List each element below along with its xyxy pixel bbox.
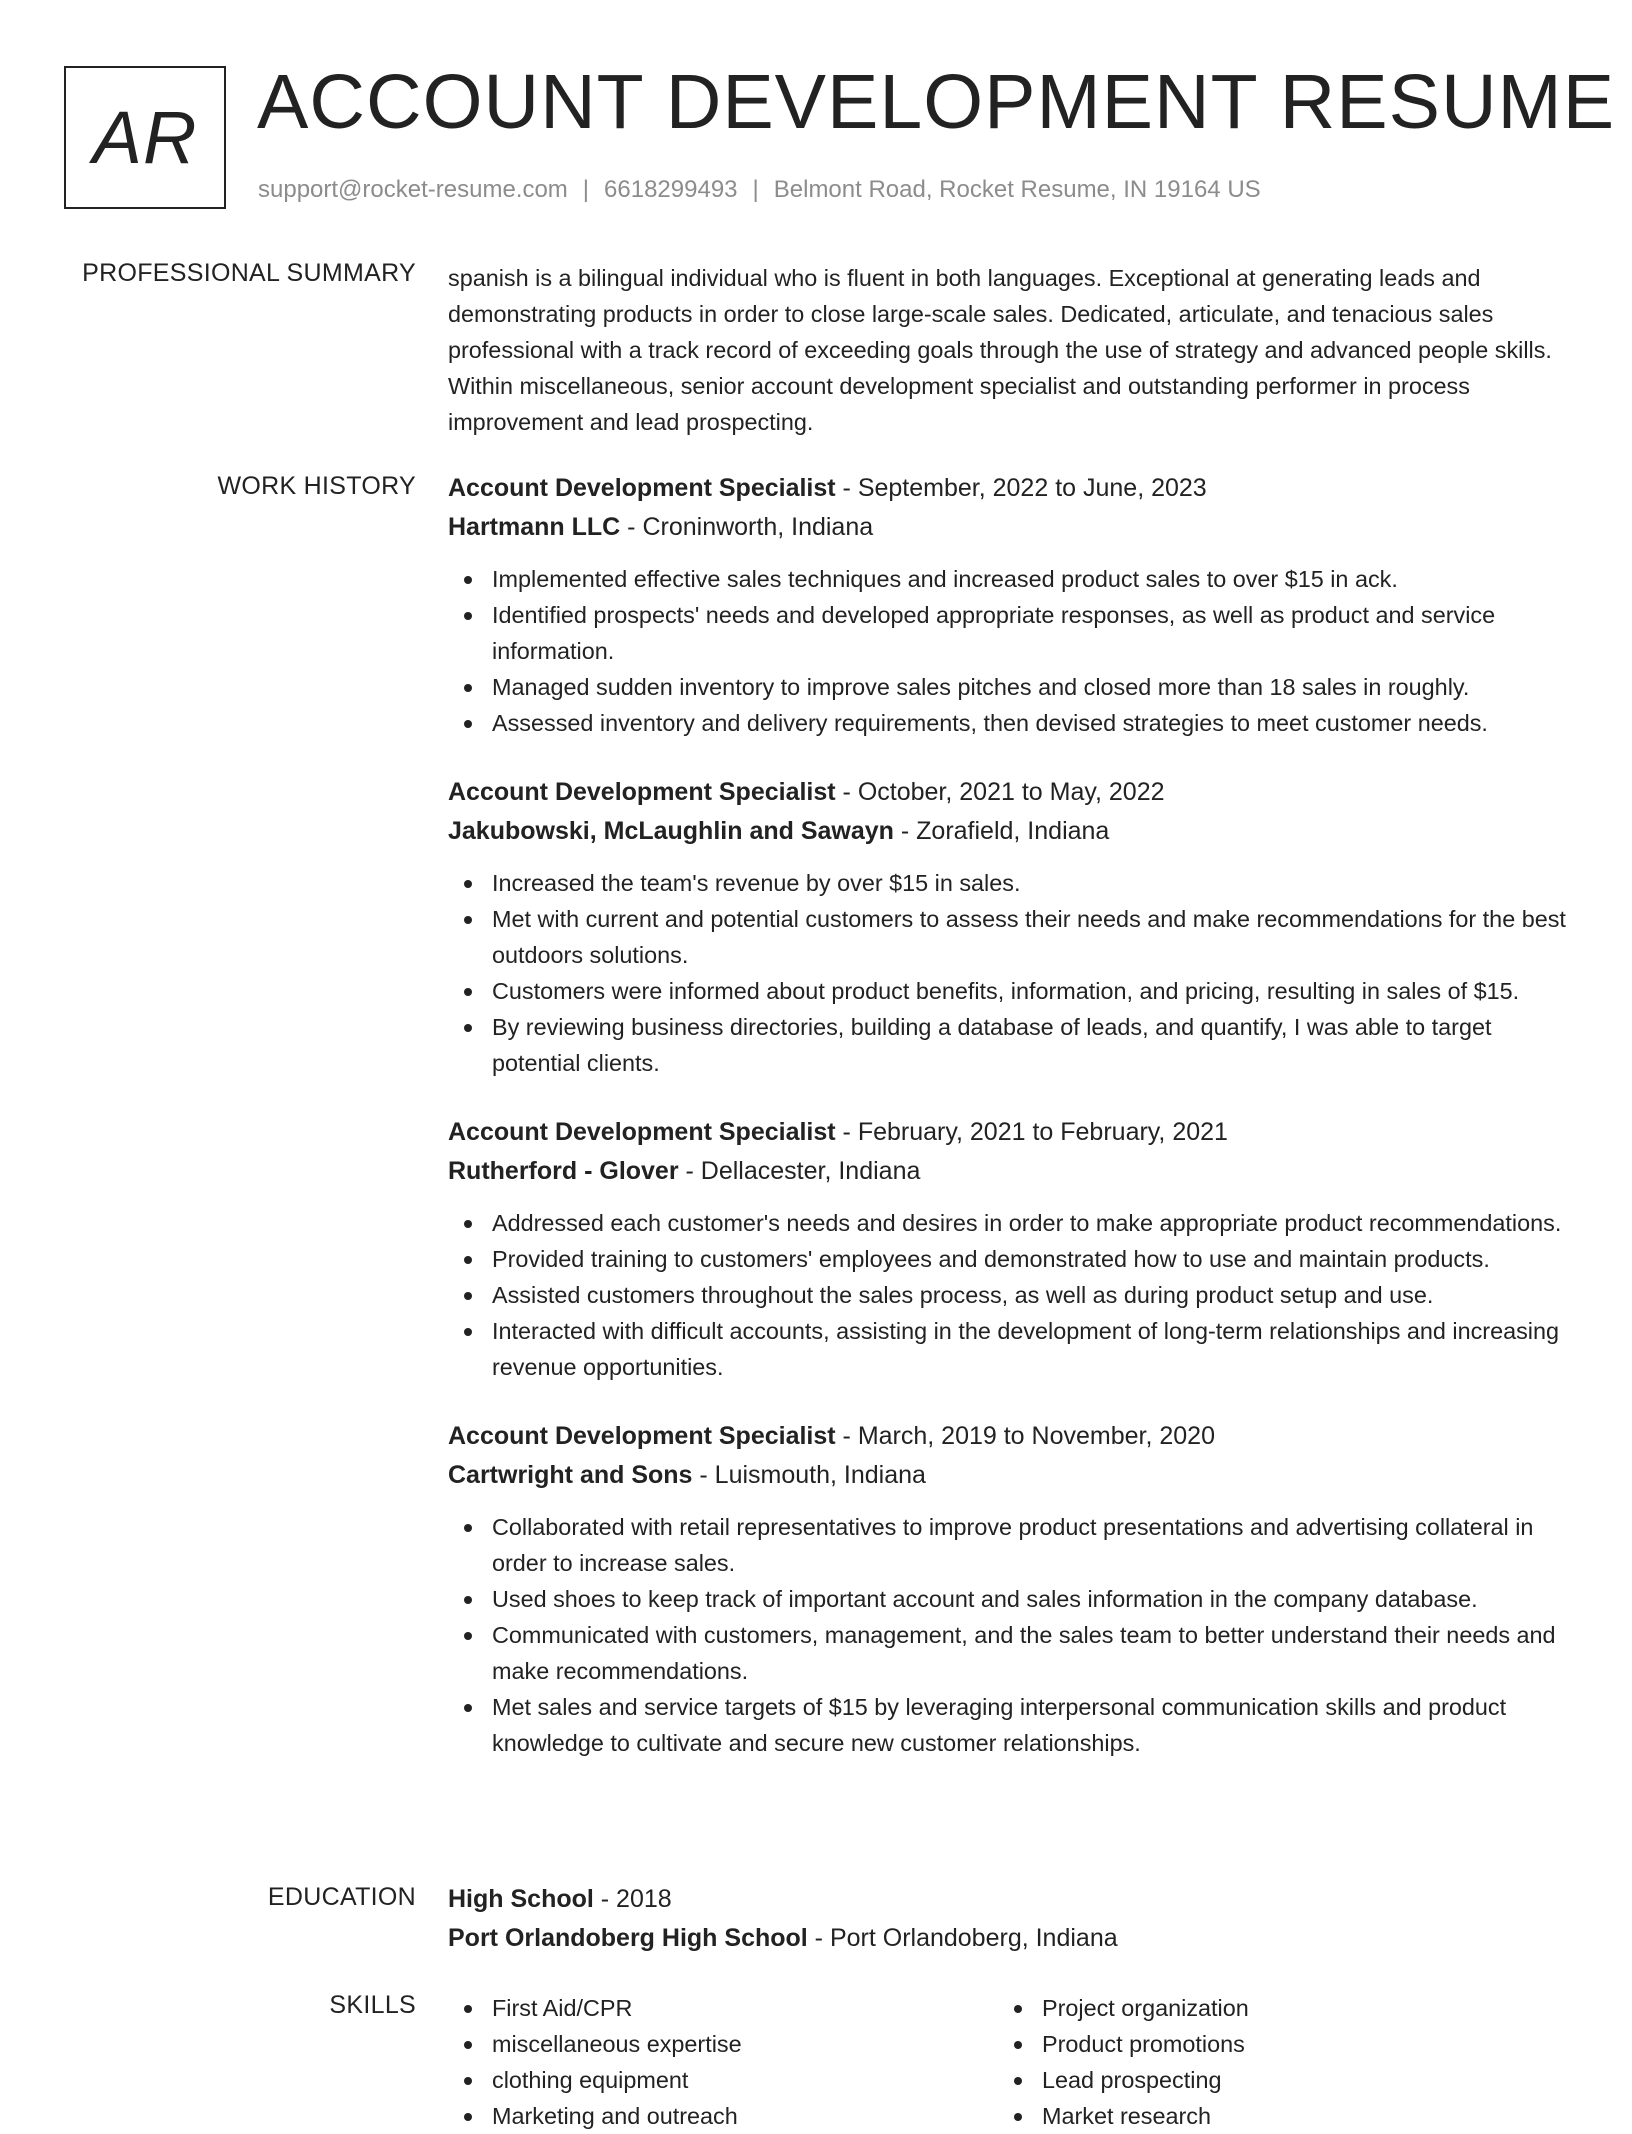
skills-list — [448, 1990, 998, 2134]
job-entry — [448, 773, 1568, 1081]
job-dates: - March, 2019 to November, 2020 — [835, 1422, 1215, 1450]
bullet-item: Provided training to customers' employees and demonstrated how to use and maintain products. — [448, 1241, 1568, 1277]
job-title-line — [448, 1113, 1568, 1152]
skill-item: Market research — [998, 2098, 1548, 2134]
job-location: - Zorafield, Indiana — [893, 817, 1110, 845]
education-school: Port Orlandoberg High School — [448, 1924, 808, 1952]
job-company: Jakubowski, McLaughlin and Sawayn — [448, 817, 894, 845]
contact-email[interactable]: support@rocket-resume.com — [258, 176, 568, 203]
job-company-line — [448, 508, 1568, 547]
skill-item: miscellaneous expertise — [448, 2026, 998, 2062]
bullet-item: Met sales and service targets of $15 by leveraging interpersonal communication skills and product knowledge to cultivate and secure new customer relationships. — [448, 1689, 1568, 1761]
bullet-item: Managed sudden inventory to improve sales pitches and closed more than 18 sales in roughly. — [448, 669, 1568, 705]
job-company-line — [448, 1456, 1568, 1495]
bullet-item: Increased the team's revenue by over $15 in sales. — [448, 865, 1568, 901]
skills-column — [998, 1990, 1548, 2134]
contact-line — [258, 176, 1261, 204]
bullet-item: By reviewing business directories, building a database of leads, and quantify, I was able to target potential clients. — [448, 1009, 1568, 1081]
job-title: Account Development Specialist — [448, 778, 836, 806]
bullet-item: Assessed inventory and delivery requirements, then devised strategies to meet customer needs. — [448, 705, 1568, 741]
section-label-education: EDUCATION — [267, 1883, 416, 1911]
contact-separator: | — [752, 176, 759, 203]
bullet-item: Assisted customers throughout the sales process, as well as during product setup and use. — [448, 1277, 1568, 1313]
education-year: - 2018 — [593, 1885, 672, 1913]
bullet-item: Used shoes to keep track of important account and sales information in the company database. — [448, 1581, 1568, 1617]
skills-columns — [448, 1990, 1568, 2134]
skill-item: clothing equipment — [448, 2062, 998, 2098]
job-title: Account Development Specialist — [448, 1118, 836, 1146]
bullet-item: Customers were informed about product benefits, information, and pricing, resulting in sales of $15. — [448, 973, 1568, 1009]
bullet-item: Communicated with customers, management, and the sales team to better understand their needs and make recommendations. — [448, 1617, 1568, 1689]
job-company-line — [448, 812, 1568, 851]
job-company: Cartwright and Sons — [448, 1461, 693, 1489]
bullet-item: Collaborated with retail representatives to improve product presentations and advertising collateral in order to increase sales. — [448, 1509, 1568, 1581]
contact-address: Belmont Road, Rocket Resume, IN 19164 US — [773, 176, 1261, 203]
bullet-item: Interacted with difficult accounts, assisting in the development of long-term relationships and increasing revenue opportunities. — [448, 1313, 1568, 1385]
job-dates: - February, 2021 to February, 2021 — [835, 1118, 1228, 1146]
skills-column — [448, 1990, 998, 2134]
summary-text: spanish is a bilingual individual who is fluent in both languages. Exceptional at generating leads and demonstrating products in order to close large-scale sales. Dedicated, articulate, and tenacious sales professional with a track record of exceeding goals through the use of strategy and advanced people skills. Within miscellaneous, senior account development specialist and outstanding performer in process improvement and lead prospecting. — [448, 265, 1552, 435]
bullet-item: Met with current and potential customers to assess their needs and make recommendations for the best outdoors solutions. — [448, 901, 1568, 973]
job-title: Account Development Specialist — [448, 1422, 836, 1450]
skill-item: Product promotions — [998, 2026, 1548, 2062]
job-entry — [448, 1113, 1568, 1385]
contact-separator: | — [582, 176, 590, 203]
section-label-work-history: WORK HISTORY — [217, 472, 416, 500]
job-company: Hartmann LLC — [448, 513, 621, 541]
education-degree-line — [448, 1880, 1568, 1919]
skill-item: Project organization — [998, 1990, 1548, 2026]
job-dates: - October, 2021 to May, 2022 — [835, 778, 1165, 806]
job-entry — [448, 1417, 1568, 1761]
skill-item: Marketing and outreach — [448, 2098, 998, 2134]
bullet-item: Identified prospects' needs and developed appropriate responses, as well as product and service information. — [448, 597, 1568, 669]
bullet-item: Implemented effective sales techniques and increased product sales to over $15 in ack. — [448, 561, 1568, 597]
education-school-line — [448, 1919, 1568, 1958]
section-label-skills: SKILLS — [329, 1991, 416, 2019]
section-label-summary: PROFESSIONAL SUMMARY — [82, 259, 416, 287]
job-dates: - September, 2022 to June, 2023 — [835, 474, 1207, 502]
job-company-line — [448, 1152, 1568, 1191]
monogram-logo: AR — [64, 66, 226, 209]
job-bullets — [448, 1509, 1568, 1761]
education-location: - Port Orlandoberg, Indiana — [807, 1924, 1118, 1952]
skill-item: First Aid/CPR — [448, 1990, 998, 2026]
skills-list — [998, 1990, 1548, 2134]
bullet-item: Addressed each customer's needs and desires in order to make appropriate product recommendations. — [448, 1205, 1568, 1241]
education-degree: High School — [448, 1885, 594, 1913]
job-location: - Dellacester, Indiana — [678, 1157, 921, 1185]
job-bullets — [448, 865, 1568, 1081]
job-bullets — [448, 1205, 1568, 1385]
job-title-line — [448, 773, 1568, 812]
job-bullets — [448, 561, 1568, 741]
resume-title: ACCOUNT DEVELOPMENT RESUME — [257, 59, 1616, 145]
job-location: - Croninworth, Indiana — [620, 513, 874, 541]
contact-phone[interactable]: 6618299493 — [604, 176, 738, 203]
job-title-line — [448, 1417, 1568, 1456]
job-entry — [448, 469, 1568, 741]
job-location: - Luismouth, Indiana — [692, 1461, 926, 1489]
job-title-line — [448, 469, 1568, 508]
skill-item: Lead prospecting — [998, 2062, 1548, 2098]
job-company: Rutherford - Glover — [448, 1157, 679, 1185]
job-title: Account Development Specialist — [448, 474, 836, 502]
